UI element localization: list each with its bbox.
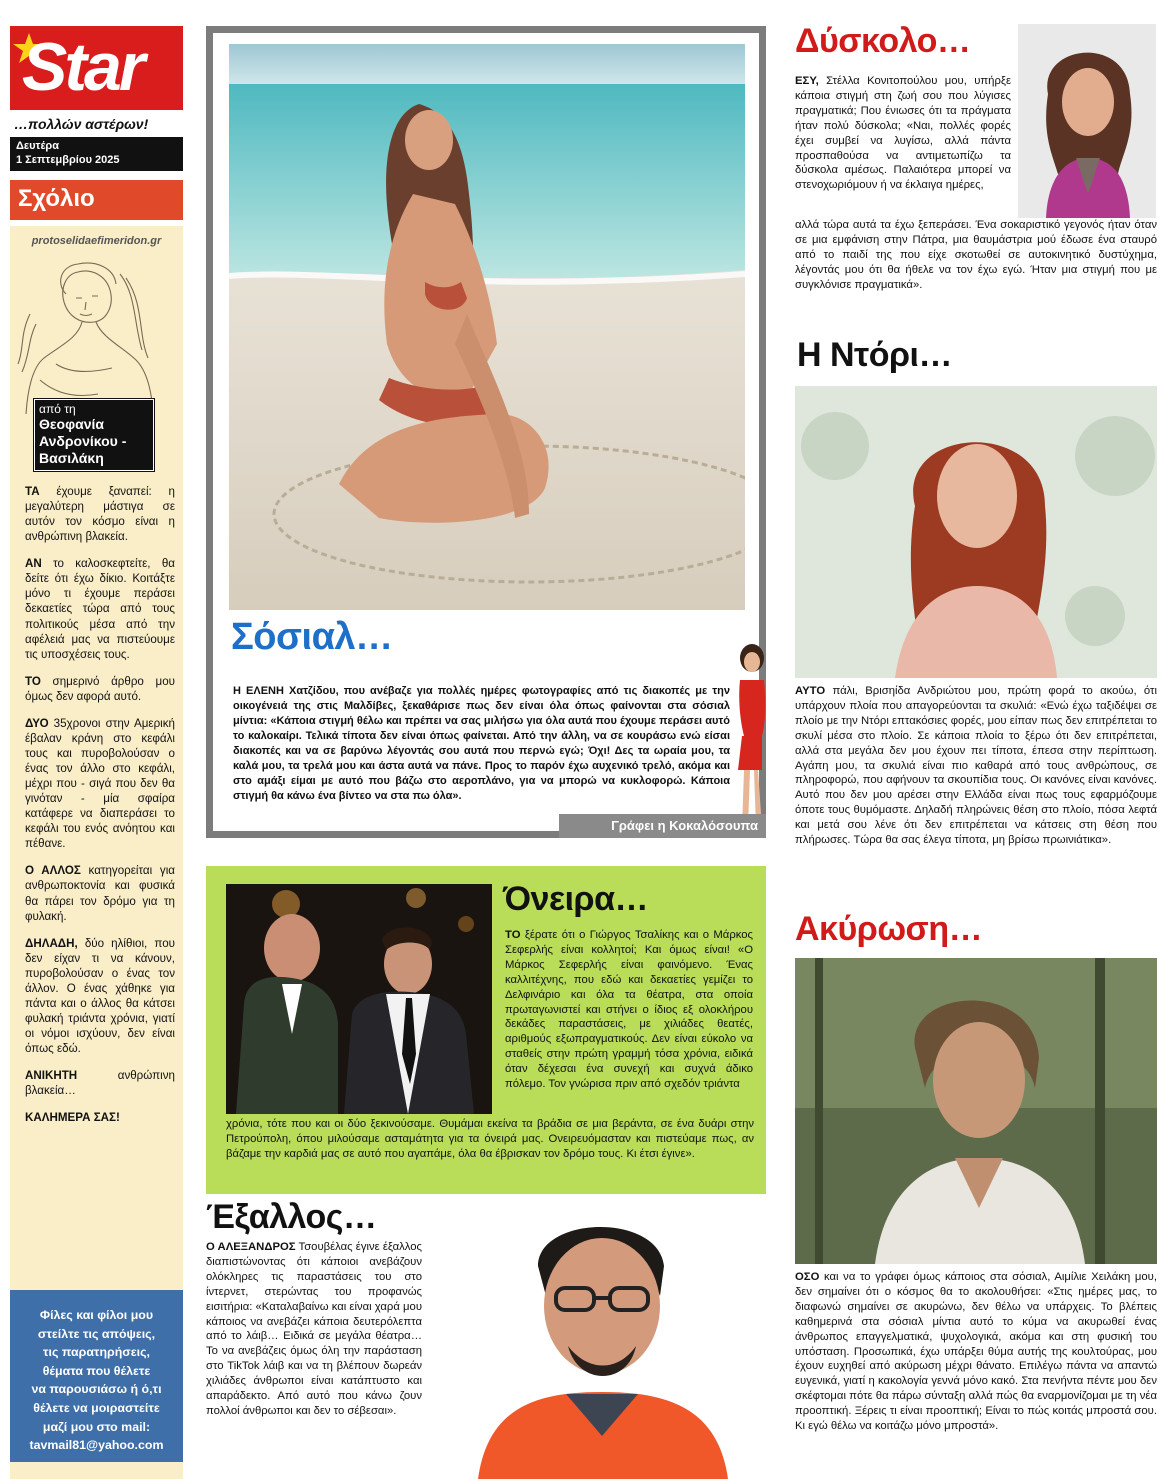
- mail-line: μαζί μου στο mail:: [42, 1419, 151, 1434]
- akyrosi-body: ΟΣΟ και να το γράφει όμως κάποιος στα σόσιαλ, Αιμίλιε Χειλάκη μου, δεν σημαίνει ότι ο κόσμος θα το ακολουθήσει: «Στις ημέρες μας, το διαφωνώ σημαίνει σε ακυρώνω, δεν θέλω να υπάρχεις. Το βλέπεις καθημερινά στα σόσιαλ μίντια αυτό το κύμα να ακυρωθεί ένας άνθρωπος επαγγελματικά, ψυχολογικά, ακόμα και στη φυσική του υπόσταση. Προσωπικά, έχω υπάρξει θύμα αυτής της κουλτούρας, μου έχουν ευχηθεί από ακύρωση μέχρι θάνατο. Επιλέγω πάντα να απαντώ ευγενικά, γιατί η κακολογία γεννά μόνο κακό. Στα πενήντα πέντε μου δεν σκέφτομαι πότε θα πάρω σύνταξη αλλά πώς θα εναρμονίζομαι με τη νέα προοπτική. Ξέρεις τι είναι προοπτική; Είναι το πώς κοιτάς μπροστά σου. Κι εγώ θέλω να κοιτάζω μόνο μπροστά».: [795, 1271, 1157, 1433]
- paragraph: ΤΟ σημερινό άρθρο μου όμως δεν αφορά αυτό.: [25, 674, 175, 703]
- date-full: 1 Σεπτεμβρίου 2025: [16, 153, 120, 166]
- social-body: Η ΕΛΕΝΗ Χατζίδου, που ανέβαζε για πολλές ημέρες φωτογραφίες από τις διακοπές με την οικογένειά της στις Μαλδίβες, ξεκαθάρισε πως δεν είναι όλα όπως φαίνονται στα σόσιαλ μίντια: «Κάποια στιγμή θέλω και πρέπει να σας μιλήσω για όλα αυτά που έχουμε περάσει αυτό το καλοκαίρι. Τελικά τίποτα δεν είναι όπως φαίνεται. Από την άλλη, να σε κουράσω ενώ είσαι διακοπές και να σε βαρύνω λέγοντάς σου αυτά που περνώ εγώ; Όχι! Δες τα ωραία μου, τα καλά μου, τα τρελά μου και άστα αυτά να πάνε. Προς το παρόν έχω αυχενικό τρελό, ακόμα και στο αμάξι είμαι με αυτό που βάζω στο αεροπλάνο, για να μπορώ να κυκλοφορώ. Κάποια στιγμή θα κάνω ένα βίντεο να στα πω όλα».: [233, 685, 730, 802]
- date-bar: [10, 137, 183, 171]
- byline: [34, 399, 154, 471]
- oneira-heading: Όνειρα…: [503, 880, 648, 918]
- left-column: [10, 22, 183, 1462]
- column-body: [25, 484, 175, 1137]
- mail-line: τις παρατηρήσεις,: [43, 1345, 150, 1360]
- exallos-photo: [438, 1196, 766, 1479]
- ntori-photo: [795, 386, 1157, 678]
- mail-line: στείλτε τις απόψεις,: [37, 1326, 156, 1341]
- exallos-heading: Έξαλλος…: [206, 1198, 377, 1236]
- exallos-body: Ο ΑΛΕΞΑΝΔΡΟΣ Τσουβέλας έγινε έξαλλος διαπιστώνοντας ότι κάποιοι ανεβάζουν ολόκληρες τις παραστάσεις του στο ίντερνετ, στερώντας του προφανώς εισιτήρια: «Καταλαβαίνω και είναι χαρά μου κάποιος να ανεβάζει κάποια δευτερόλεπτα από το λάιβ… Ειδικά σε μεγάλα θέατρα… Το να ανεβάζεις όμως όλη την παράσταση στο TikTok λάιβ και να τη βλέπουν δωρεάν χιλιάδες άνθρωποι είναι κατάπτυστο και απαράδεκτο. Από αυτό που κάνω ζουν πολλοί άνθρωποι και δεν το σέβεσαι».: [206, 1241, 423, 1417]
- mail-line: θέλετε να μοιραστείτε: [33, 1401, 160, 1416]
- author-signature-bar: Γράφει η Κοκαλόσουπα: [559, 814, 766, 838]
- mail-line: να παρουσιάσω ή ό,τι: [31, 1382, 162, 1397]
- akyrosi-heading: Ακύρωση…: [795, 910, 983, 948]
- paragraph: ΚΑΛΗΜΕΡΑ ΣΑΣ!: [25, 1111, 120, 1125]
- social-heading: Σόσιαλ…: [231, 616, 393, 658]
- dyskolo-heading: Δύσκολο…: [795, 22, 971, 60]
- paragraph: ΔΗΛΑΔΗ, δύο ηλίθιοι, που δεν είχαν τι να κάνουν, πυροβολούσαν ο ένας τον άλλον. Ο ένας χάθηκε για πάντα και ο άλλος θα κάτσει φυλακή τριάντα χρόνια, γιατί οι νόμοι ισχύουν, δεν είναι όπως εδώ.: [25, 936, 175, 1056]
- paragraph: ΤΑ έχουμε ξαναπεί: η μεγαλύτερη μάστιγα σε αυτόν τον κόσμο είναι η ανθρώπινη βλακεία.: [25, 485, 175, 544]
- section-title: Σχόλιο: [10, 180, 183, 220]
- author-sketch-image: [16, 254, 176, 422]
- logo-text: Star: [22, 29, 143, 105]
- paragraph: ΔΥΟ 35χρονοι στην Αμερική έβαλαν κράνη στο κεφάλι τους και πυροβολούσαν ο ένας τον άλλο στο κεφάλι, μέχρι που - σιγά που δεν θα γινόταν - μία σφαίρα κατάφερε να διαπεράσει το κεφάλι του ενός ανόητου και πέθανε.: [25, 716, 175, 851]
- byline-author: Θεοφανία Ανδρονίκου - Βασιλάκη: [39, 416, 127, 466]
- mail-email-link[interactable]: tavmail81@yahoo.com: [29, 1438, 164, 1453]
- mail-line: θέματα που θέλετε: [42, 1363, 151, 1378]
- dyskolo-body-bottom: αλλά τώρα αυτά τα έχω ξεπεράσει. Ένα σοκαριστικό γεγονός ήταν όταν σε μια εμφάνιση στην Πάτρα, μια θαυμάστρια μού έδωσε ένα σταυρό από το παιδί της που είχε σκοτωθεί σε αυτοκινητικό δυστύχημα, λέγοντάς μου ότι θα ήθελε να τον έχω εγώ. Ήταν μια στιγμή που με συγκλόνισε πραγματικά».: [795, 219, 1157, 291]
- tagline: …πολλών αστέρων!: [14, 116, 149, 132]
- oneira-body-top: ΤΟ ξέρατε ότι ο Γιώργος Τσαλίκης και ο Μάρκος Σεφερλής είναι κολλητοί; Και όμως είναι! «Ο Μάρκος Σεφερλής είναι φαινόμενο. Ένας καλλιτέχνης, που εδώ και δεκαετίες γεμίζει το Δελφινάριο και όλα τα θέατρα, στα οποία πρωταγωνιστεί και στήνει ο ίδιος εξ ολοκλήρου δεκάδες παραστάσεις, με χιλιάδες θεατές, αριθμούς εξωπραγματικούς. Δεν είναι εύκολο να σταθείς στην πρώτη γραμμή τόσα χρόνια, ειδικά όταν δέχεσαι ένα συνεχή και συχνά άδικο πόλεμο. Τον γνώρισα πριν από σχεδόν τριάντα: [505, 929, 753, 1091]
- mail-box: [10, 1290, 183, 1462]
- oneira-photo: [226, 884, 492, 1114]
- date-day: Δευτέρα: [16, 140, 59, 152]
- dyskolo-body-top: ΕΣΥ, Στέλλα Κονιτοπούλου μου, υπήρξε κάποια στιγμή στη ζωή σου που λύγισες πραγματικά; Που ένιωσες ότι τα πράγματα ήταν πολύ δύσκολα; «Ναι, πολλές φορές έχει συμβεί να λυγίσω, αλλά πάντα προσπαθούσα να αντιμετωπίζω τα δύσκολα αμέσως. Παλαιότερα μπορεί να στενοχωριόμουν ή να έκλαιγα ημέρες,: [795, 75, 1011, 192]
- ntori-body: ΑΥΤΟ πάλι, Βρισηίδα Ανδριώτου μου, πρώτη φορά το ακούω, ότι υπάρχουν πλοία που απαγορεύονται τα σκυλιά: «Ενώ έχω ταξιδέψει σε πλοίο με την Ντόρι επτακόσιες φορές, μου είπαν πως δεν επιτρέπεται το σκυλί μέσα στο πλοίο. Σε κάποια πλοία το ξέρω ότι δεν επιτρέπεται, αλλά στα μεγάλα δεν μου έχουν πει τίποτα, έπεσα στην περίπτωση. Αγάπη μου, τα σκυλιά είναι πιο καθαρά από τους ανθρώπους, σε πληροφορώ, που αφήνουν τα σκουπίδια τους. Οι κανόνες είναι κανόνες. Αυτό που δεν μου αρέσει στην Ελλάδα είναι πως τους εφαρμόζουμε όποτε τους θυμόμαστε. Δηλαδή πληρώνεις θέση στο πλοίο, πόσα λεφτά και μετά σου λένε ότι δεν επιτρέπεται να κάτσεις στη θέση που πλήρωσες. Τώρα θα σας έλεγα τίποτα, μη βρίσω πρωινιάτικα».: [795, 685, 1157, 847]
- paragraph: ΑΝΙΚΗΤΗ ανθρώπινη βλακεία…: [25, 1069, 175, 1098]
- dyskolo-photo: [1018, 24, 1156, 218]
- mascot-illustration: [728, 640, 774, 840]
- paragraph: ΑΝ το καλοσκεφτείτε, θα δείτε ότι έχω δίκιο. Κοιτάξτε μόνο τι έχουμε περάσει δεκαετίες τώρα από τους πολιτικούς μέσα από την αφέλειά μας να πιστεύουμε τις υποσχέσεις τους.: [25, 557, 175, 661]
- mail-line: Φίλες και φίλοι μου: [39, 1308, 154, 1322]
- ntori-heading: Η Ντόρι…: [797, 336, 952, 374]
- logo[interactable]: [10, 26, 183, 110]
- paragraph: Ο ΑΛΛΟΣ κατηγορείται για ανθρωποκτονία και φυσικά θα πάρει τον δρόμο για τη φυλακή.: [25, 864, 175, 923]
- watermark: protoselidaefimeridon.gr: [31, 235, 162, 247]
- oneira-body-bottom: χρόνια, τότε που και οι δύο ξεκινούσαμε. Θυμάμαι εκείνα τα βράδια σε μια βεράντα, σε ένα δυάρι στην Πετρούπολη, όπου μιλούσαμε ασταμάτητα για τα όνειρά μας. Ονειρευόμασταν και πιστεύαμε πως, αν βάζαμε την καρδιά μας σε αυτό που αγαπάμε, όλα θα έβρισκαν τον δρόμο τους. Κι έτσι έγινε».: [226, 1118, 754, 1160]
- akyrosi-photo: [795, 958, 1157, 1264]
- beach-photo: [229, 44, 745, 610]
- byline-prefix: από τη: [39, 402, 76, 416]
